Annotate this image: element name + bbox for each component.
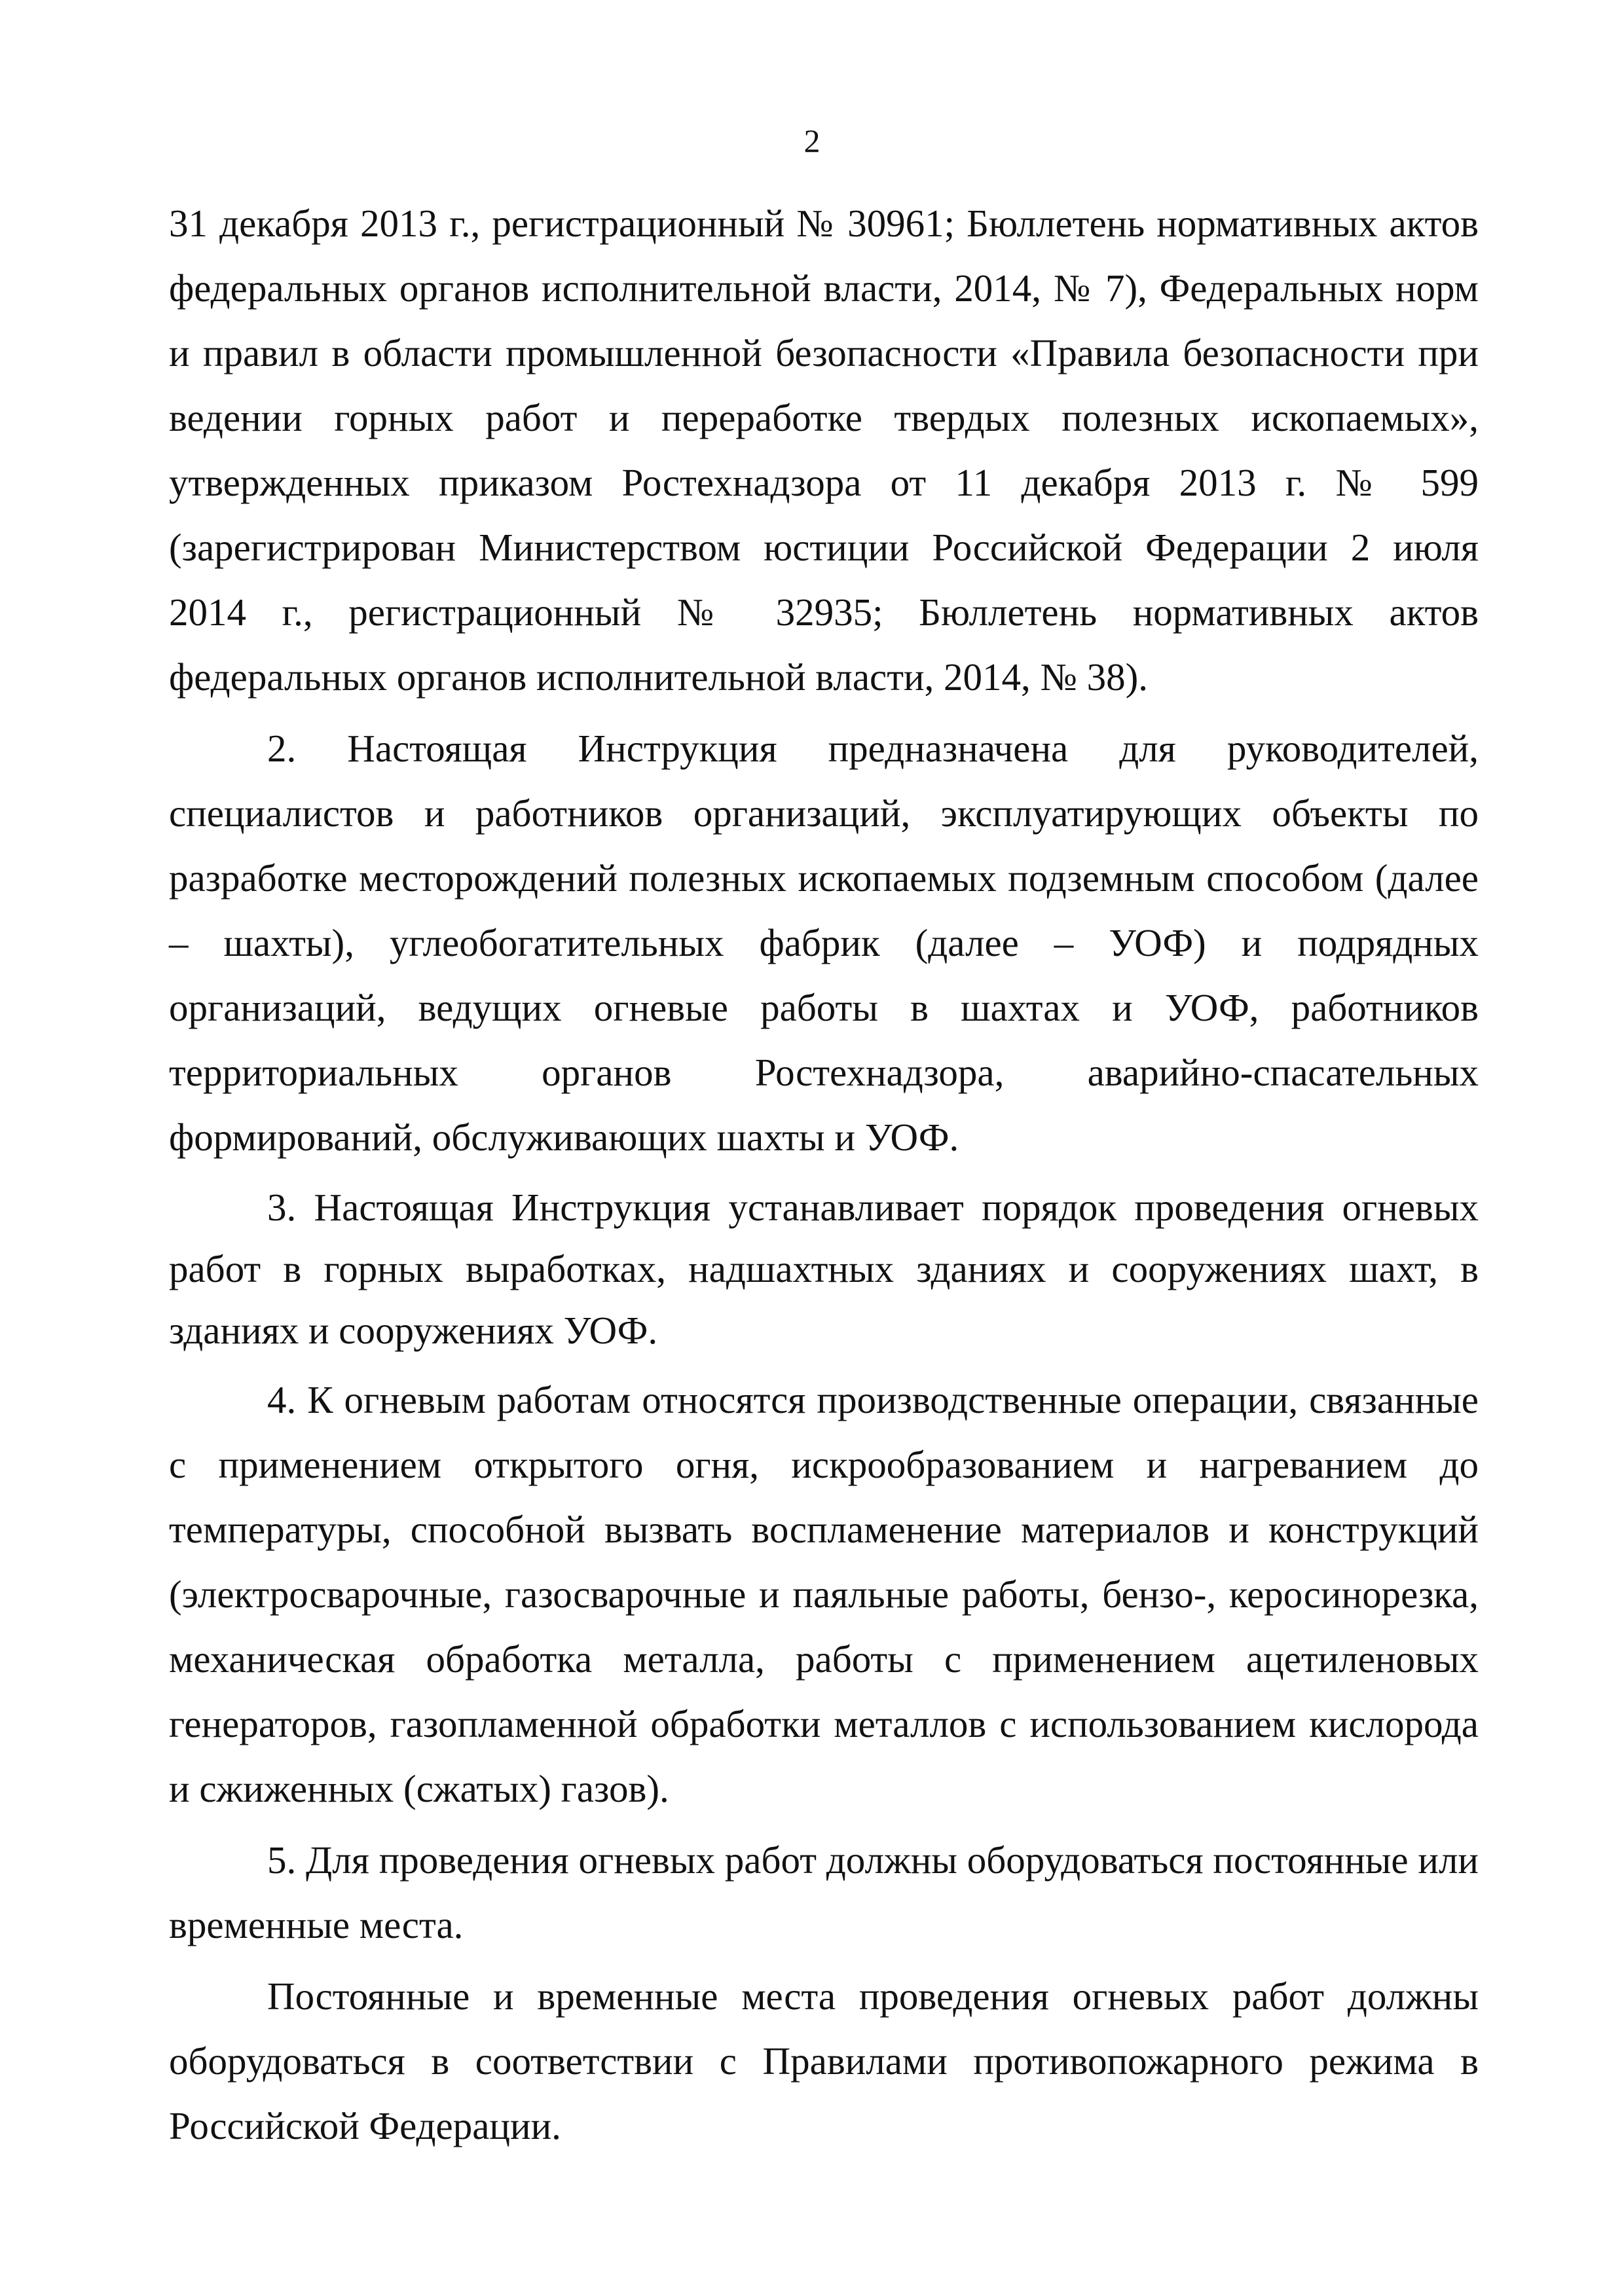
page-number: 2 xyxy=(803,122,821,159)
paragraph-item-5: 5. Для проведения огневых работ должны оборудоваться постоянные или временные места. xyxy=(169,1838,1479,1946)
paragraph-item-2: 2. Настоящая Инструкция предназначена для руководителей, специалистов и работников организаций, эксплуатирующих объекты по разработке месторождений полезных ископаемых подземным способом (далее – шахты), углеобогатительных фабрик (далее – УОФ) и подрядных организаций, ведущих огневые работы в шахтах и УОФ, работников территориальных органов Ростехнадзора, аварийно-спасательных формирований, обслуживающих шахты и УОФ. xyxy=(169,727,1479,1159)
paragraph-item-3: 3. Настоящая Инструкция устанавливает порядок проведения огневых работ в горных выработках, надшахтных зданиях и сооружениях шахт, в зданиях и сооружениях УОФ. xyxy=(169,1186,1479,1352)
document-body xyxy=(169,191,1479,2159)
paragraph-continuation: 31 декабря 2013 г., регистрационный № 30961; Бюллетень нормативных актов федеральных органов исполнительной власти, 2014, № 7), Федеральных норм и правил в области промышленной безопасности «Правила безопасности при ведении горных работ и переработке твердых полезных ископаемых», утвержденных приказом Ростехнадзора от 11 декабря 2013 г. № 599 (зарегистрирован Министерством юстиции Российской Федерации 2 июля 2014 г., регистрационный № 32935; Бюллетень нормативных актов федеральных органов исполнительной власти, 2014, № 38). xyxy=(169,202,1479,699)
paragraph-fire-work-places: Постоянные и временные места проведения огневых работ должны оборудоваться в соответствии с Правилами противопожарного режима в Российской Федерации. xyxy=(169,1975,1479,2147)
paragraph-item-4: 4. К огневым работам относятся производственные операции, связанные с применением открытого огня, искрообразованием и нагреванием до температуры, способной вызвать воспламенение материалов и конструкций (электросварочные, газосварочные и паяльные работы, бензо-, керосинорезка, механическая обработка металла, работы с применением ацетиленовых генераторов, газопламенной обработки металлов с использованием кислорода и сжиженных (сжатых) газов). xyxy=(169,1378,1479,1810)
